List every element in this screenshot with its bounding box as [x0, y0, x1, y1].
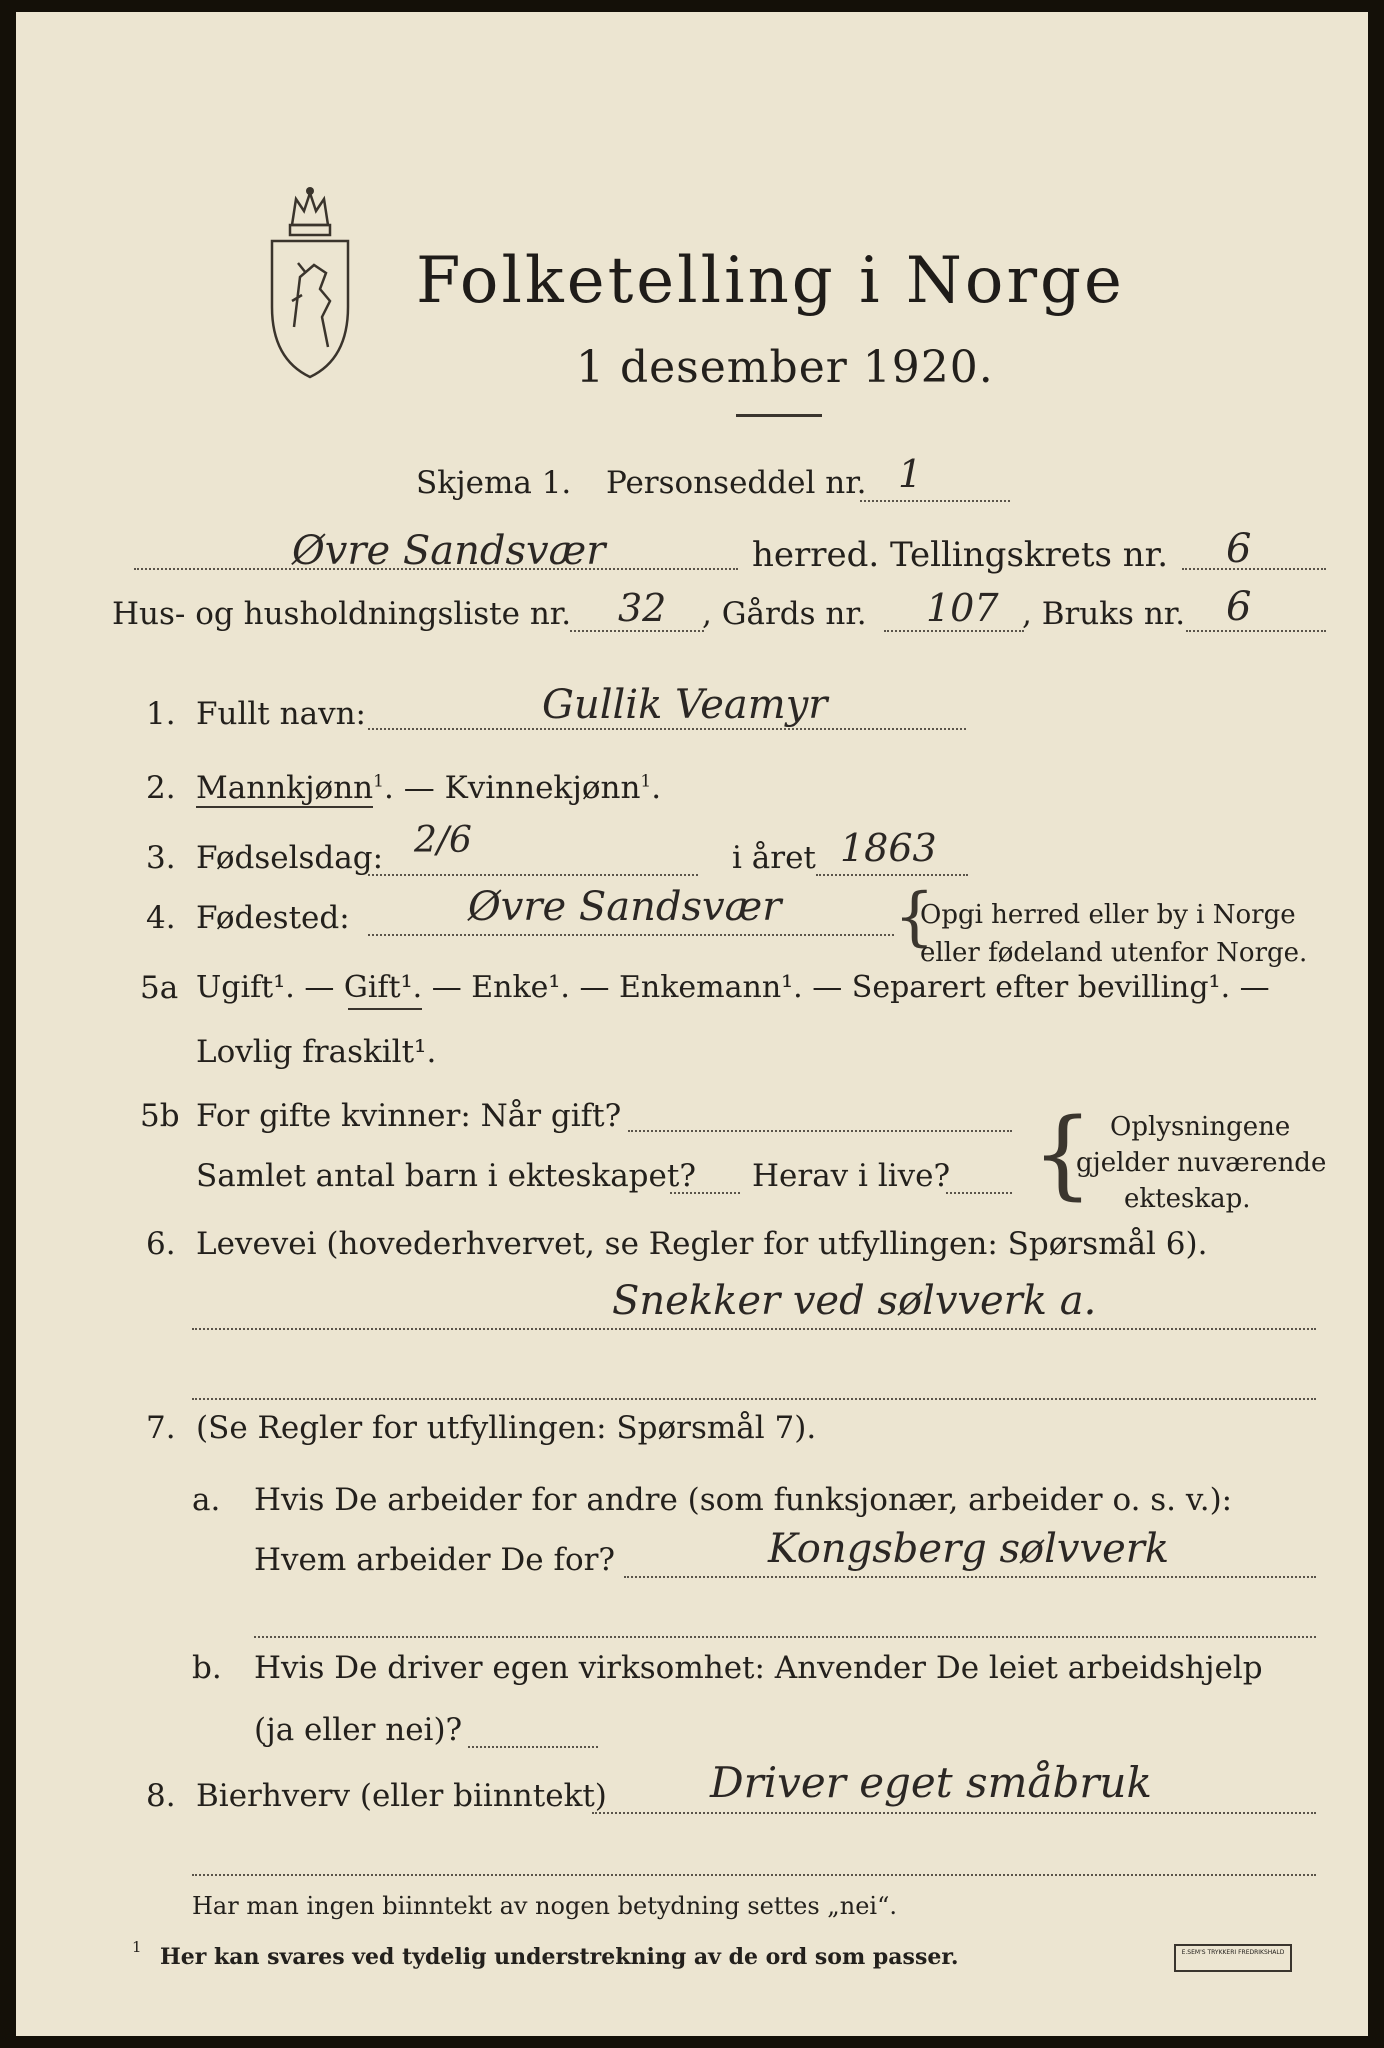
q2-kvinne-footnote-mark: 1 [640, 771, 652, 792]
footer-note: Har man ingen biinntekt av nogen betydning settes „nei“. [192, 1892, 897, 1920]
q5b-brace: { [1032, 1098, 1094, 1210]
q2-mann-footnote-mark: 1 [373, 771, 384, 792]
q4-label: Fødested: [196, 900, 350, 936]
personseddel-line [860, 500, 1010, 502]
footnote: Her kan svares ved tydelig understrekning av de ord som passer. [160, 1944, 959, 1970]
q7a-letter: a. [192, 1482, 221, 1518]
coat-of-arms-icon [262, 177, 358, 387]
skjema-label: Skjema 1. [416, 465, 572, 501]
q5b-naar-gift-line [628, 1130, 1012, 1132]
q7-label: (Se Regler for utfyllingen: Spørsmål 7). [196, 1410, 817, 1446]
q1-number: 1. [146, 696, 176, 732]
tellingskrets-line [1182, 568, 1326, 570]
q8-label: Bierhverv (eller biinntekt) [196, 1778, 607, 1814]
census-date: 1 desember 1920. [576, 342, 994, 393]
q6-label: Levevei (hovederhvervet, se Regler for utfyllingen: Spørsmål 6). [196, 1226, 1208, 1262]
herred-value: Øvre Sandsvær [292, 528, 606, 574]
q5b-i-live-line [946, 1192, 1012, 1194]
q2-number: 2. [146, 770, 176, 806]
q2-separator: . — [383, 770, 435, 806]
q4-number: 4. [146, 900, 176, 936]
q2-options [196, 770, 661, 806]
q5b-antal-barn-line [670, 1192, 740, 1194]
bruks-label: , Bruks nr. [1022, 596, 1186, 632]
q1-value: Gullik Veamyr [542, 682, 828, 728]
hus-value: 32 [618, 586, 667, 630]
q4-line [368, 934, 894, 936]
q4-brace: { [894, 880, 935, 954]
q7a-line-2 [254, 1636, 1316, 1638]
q8-value: Driver eget småbruk [710, 1758, 1152, 1807]
hus-label: Hus- og husholdningsliste nr. [112, 596, 572, 632]
q6-line-1 [192, 1328, 1316, 1330]
q2-kvinnekjonn: Kvinnekjønn [444, 770, 641, 806]
q3-number: 3. [146, 840, 176, 876]
census-form [16, 12, 1368, 2036]
q3-aaret-line [816, 874, 968, 876]
q8-line-1 [592, 1812, 1316, 1814]
q5b-note-2: gjelder nuværende [1076, 1148, 1327, 1178]
q7a-label: Hvem arbeider De for? [254, 1542, 616, 1578]
q5b-label-antal-barn: Samlet antal barn i ekteskapet? [196, 1158, 696, 1194]
personseddel-value: 1 [898, 452, 923, 496]
gards-line [884, 630, 1024, 632]
q5a-options-continued: Lovlig fraskilt¹. [196, 1034, 437, 1070]
q6-number: 6. [146, 1226, 176, 1262]
q7a-line-1 [624, 1576, 1316, 1578]
q1-line [368, 728, 966, 730]
q7-number: 7. [146, 1410, 176, 1446]
bruks-line [1186, 630, 1326, 632]
footnote-mark: 1 [132, 1938, 142, 1956]
q1-label: Fullt navn: [196, 696, 366, 732]
q3-aaret-value: 1863 [840, 826, 937, 870]
q7b-label: (ja eller nei)? [254, 1712, 463, 1748]
q2-mannkjonn: Mannkjønn [196, 770, 374, 806]
q7b-letter: b. [192, 1650, 222, 1686]
q4-note-1: Opgi herred eller by i Norge [920, 900, 1296, 930]
q8-number: 8. [146, 1778, 176, 1814]
herred-label: herred. [752, 535, 880, 575]
q5b-number: 5b [140, 1098, 180, 1134]
gards-label: , Gårds nr. [702, 596, 867, 632]
q7a-value: Kongsberg sølvverk [768, 1526, 1170, 1572]
q5a-options: Ugift¹. — Gift¹. — Enke¹. — Enkemann¹. — Separert efter bevilling¹. — [196, 970, 1270, 1005]
q5b-label-i-live: Herav i live? [752, 1158, 951, 1194]
printer-stamp [1174, 1944, 1292, 1972]
q5b-note-3: ekteskap. [1124, 1184, 1251, 1214]
q5a-number: 5a [140, 970, 179, 1006]
q3-line [368, 874, 698, 876]
bruks-value: 6 [1226, 584, 1252, 630]
q4-note-2: eller fødeland utenfor Norge. [920, 938, 1308, 968]
q3-aaret-label: i året [732, 840, 816, 876]
q7b-line [468, 1746, 598, 1748]
q5a-gift-underline [348, 1008, 422, 1010]
q5b-label-naar-gift: For gifte kvinner: Når gift? [196, 1098, 622, 1134]
gards-value: 107 [926, 586, 999, 630]
q2-end: . [651, 770, 662, 806]
title-divider [736, 414, 822, 417]
tellingskrets-value: 6 [1226, 526, 1252, 572]
tellingskrets-label: Tellingskrets nr. [890, 535, 1169, 575]
q6-value: Snekker ved sølvverk a. [612, 1278, 1097, 1324]
q3-value: 2/6 [414, 820, 472, 861]
q7b-question: Hvis De driver egen virksomhet: Anvender De leiet arbeidshjelp [254, 1650, 1263, 1686]
q6-line-2 [192, 1398, 1316, 1400]
printer-stamp-text: E.SEM'S TRYKKERI FREDRIKSHALD [1181, 1949, 1285, 1956]
hus-line [570, 630, 704, 632]
q7a-question: Hvis De arbeider for andre (som funksjonær, arbeider o. s. v.): [254, 1482, 1233, 1518]
q4-value: Øvre Sandsvær [468, 884, 782, 930]
personseddel-label: Personseddel nr. [606, 465, 867, 501]
q8-line-2 [192, 1874, 1316, 1876]
q3-label: Fødselsdag: [196, 840, 384, 876]
q5b-note-1: Oplysningene [1110, 1112, 1291, 1142]
form-title: Folketelling i Norge [416, 244, 1125, 318]
